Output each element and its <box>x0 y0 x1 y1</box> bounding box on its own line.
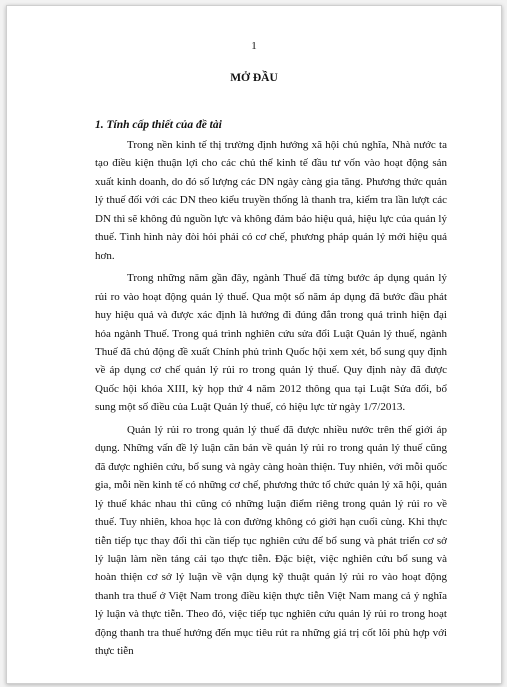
paragraph-3: Quản lý rủi ro trong quản lý thuế đã được nhiều nước trên thế giới áp dụng. Những vấn đề lý luận căn bản về quản lý rủi ro trong quản lý thuế cũng đã được nghiên cứu, bổ sung và ngày càng hoàn thiện. Tuy nhiên, với mỗi quốc gia, mỗi nền kinh tế có những cơ chế, phương thức tổ chức quản lý xã hội, quản lý thuế khác nhau thì cũng có những luận điểm riêng trong quản lý rủi ro về thuế. Tuy nhiên, khoa học là con đường không có giới hạn cuối cùng. Khi thực tiễn tiếp tục thay đổi thì cần tiếp tục nghiên cứu để bổ sung và phát triển cơ sở lý luận làm nền tảng cải tạo thực tiễn. Đặc biệt, việc nghiên cứu bổ sung và hoàn thiện cơ sở lý luận về vận dụng kỹ thuật quản lý rủi ro vào hoạt động thanh tra thuế ở Việt Nam trong điều kiện thực tiễn Việt Nam mang cả ý nghĩa lý luận và thực tiễn. Theo đó, việc tiếp tục nghiên cứu quản lý rủi ro trong hoạt động thanh tra thuế hướng đến mục tiêu rút ra những giá trị cốt lõi phù hợp với thực tiễn <box>95 423 447 658</box>
paragraph-2: Trong những năm gần đây, ngành Thuế đã từng bước áp dụng quản lý rủi ro vào hoạt động quản lý thuế. Qua một số năm áp dụng đã bước đầu phát huy hiệu quả và được xác định là hướng đi đúng đắn trong quá trình hiện đại hóa ngành Thuế. Trong quá trình nghiên cứu sửa đổi Luật Quản lý thuế, ngành Thuế đã chủ động đề xuất Chính phủ trình Quốc hội xem xét, bổ sung quy định về áp dụng cơ chế quản lý rủi ro trong quản lý thuế. Quy định này đã được Quốc hội khóa XIII, kỳ họp thứ 4 năm 2012 thông qua tại Luật Sửa đổi, bổ sung một số điều của Luật Quản lý thuế, có hiệu lực từ ngày 1/7/2013. <box>95 272 447 414</box>
section-heading: 1. Tính cấp thiết của đề tài <box>95 119 222 131</box>
document-body <box>95 136 447 661</box>
page-title: MỞ ĐẦU <box>230 72 278 84</box>
paragraph-1: Trong nền kinh tế thị trường định hướng xã hội chủ nghĩa, Nhà nước ta tạo điều kiện thuận lợi cho các chủ thể kinh tế đầu tư vốn vào hoạt động sản xuất kinh doanh, do đó số lượng các DN ngày càng gia tăng. Phương thức quản lý thuế đối với các DN theo kiểu truyền thống là thanh tra, kiểm tra lần lượt các DN thì sẽ không đủ nguồn lực và không đảm bảo hiệu quả, hiệu lực của quản lý thuế. Tình hình này đòi hỏi phải có cơ chế, phương pháp quản lý mới hiệu quả hơn. <box>95 139 447 262</box>
document-page <box>6 5 502 684</box>
page-number: 1 <box>251 40 257 52</box>
